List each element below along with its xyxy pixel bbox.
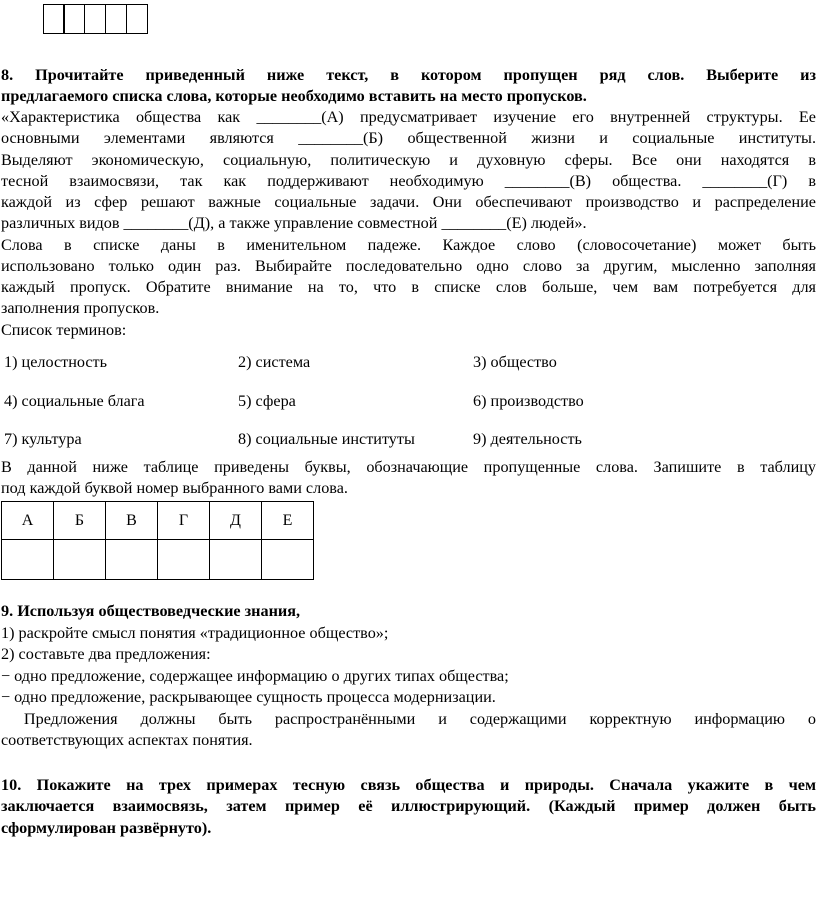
task8-instr-line: использовано только один раз. Выбирайте последовательно одно слово за другим, мысленно заполняя xyxy=(1,257,816,275)
answer-table-input-row xyxy=(2,540,314,580)
task8-text-line: различных видов ________(Д), а также управление совместной ________(Е) людей». xyxy=(1,214,587,232)
term-item: 1) целостность xyxy=(4,353,108,371)
task8-text-line: тесной взаимосвязи, так как поддерживают необходимую ________(В) общества. ________(Г) в xyxy=(1,172,816,190)
task10-line: заключается взаимосвязь, затем пример её иллюстрирующий. (Каждый пример должен быть xyxy=(1,797,816,815)
task8-instr-line: каждый пропуск. Обратите внимание на то, что в списке слов больше, чем вам потребуется для xyxy=(1,278,816,296)
task10-line: сформулирован развёрнуто). xyxy=(1,819,212,837)
answer-box[interactable] xyxy=(84,4,106,34)
term-item: 4) социальные блага xyxy=(4,391,145,410)
task9-note-line2: соответствующих аспектах понятия. xyxy=(1,731,253,749)
task8-text-line: каждой из сфер решают важные социальные задачи. Они обеспечивают производство и распределение xyxy=(1,193,816,211)
answer-boxes-top xyxy=(44,4,148,34)
letter-cell: Е xyxy=(262,502,314,540)
table-instr-line: В данной ниже таблице приведены буквы, обозначающие пропущенные слова. Запишите в таблицу xyxy=(1,458,816,476)
task9-line: 2) составьте два предложения: xyxy=(1,645,211,663)
terms-title: Список терминов: xyxy=(1,321,127,339)
letter-cell: В xyxy=(106,502,158,540)
task8-instr-line: заполнения пропусков. xyxy=(1,299,160,317)
task8-instr-line: Слова в списке даны в именительном падеже. Каждое слово (словосочетание) может быть xyxy=(1,236,816,254)
term-item: 3) общество xyxy=(473,353,557,371)
term-item: 5) сфера xyxy=(238,391,296,410)
answer-cell[interactable] xyxy=(54,540,106,580)
letter-cell: Б xyxy=(54,502,106,540)
terms-row xyxy=(4,392,704,431)
letter-cell: А xyxy=(2,502,54,540)
table-instr-line: под каждой буквой номер выбранного вами слова. xyxy=(1,479,348,497)
answer-cell[interactable] xyxy=(2,540,54,580)
answer-cell[interactable] xyxy=(158,540,210,580)
task9-line: − одно предложение, содержащее информацию о других типах общества; xyxy=(1,667,509,685)
terms-row xyxy=(4,353,704,392)
task8-text-line: основными элементами являются ________(Б) общественной жизни и социальные институты. xyxy=(1,129,816,147)
answer-table-header-row xyxy=(2,502,314,540)
task9-line: − одно предложение, раскрывающее сущность процесса модернизации. xyxy=(1,688,496,706)
task8-text-line: «Характеристика общества как ________(А) предусматривает изучение его внутренней структуры. Ее xyxy=(1,108,816,126)
task9-heading: 9. Используя обществоведческие знания, xyxy=(1,602,301,620)
answer-table xyxy=(1,501,314,580)
task8-heading-line2: предлагаемого списка слова, которые необходимо вставить на место пропусков. xyxy=(1,87,587,105)
task8-text-line: Выделяют экономическую, социальную, политическую и духовную сферы. Все они находятся в xyxy=(1,151,816,169)
task8-heading-line1: 8. Прочитайте приведенный ниже текст, в котором пропущен ряд слов. Выберите из xyxy=(1,66,816,84)
answer-box[interactable] xyxy=(105,4,127,34)
answer-box[interactable] xyxy=(43,4,65,34)
letter-cell: Г xyxy=(158,502,210,540)
term-item: 7) культура xyxy=(4,430,82,448)
letter-cell: Д xyxy=(210,502,262,540)
answer-box[interactable] xyxy=(126,4,148,34)
answer-cell[interactable] xyxy=(210,540,262,580)
task10-line: 10. Покажите на трех примерах тесную связь общества и природы. Сначала укажите в чем xyxy=(1,776,816,794)
term-item: 9) деятельность xyxy=(473,430,582,448)
term-item: 2) система xyxy=(238,353,311,371)
task9-note-line1: Предложения должны быть распространёнными и содержащими корректную информацию о xyxy=(1,710,816,728)
term-item: 6) производство xyxy=(473,391,584,410)
term-item: 8) социальные институты xyxy=(238,430,415,448)
task9-line: 1) раскройте смысл понятия «традиционное общество»; xyxy=(1,624,389,642)
answer-cell[interactable] xyxy=(106,540,158,580)
answer-box[interactable] xyxy=(63,4,85,34)
terms-list xyxy=(4,353,704,469)
answer-cell[interactable] xyxy=(262,540,314,580)
